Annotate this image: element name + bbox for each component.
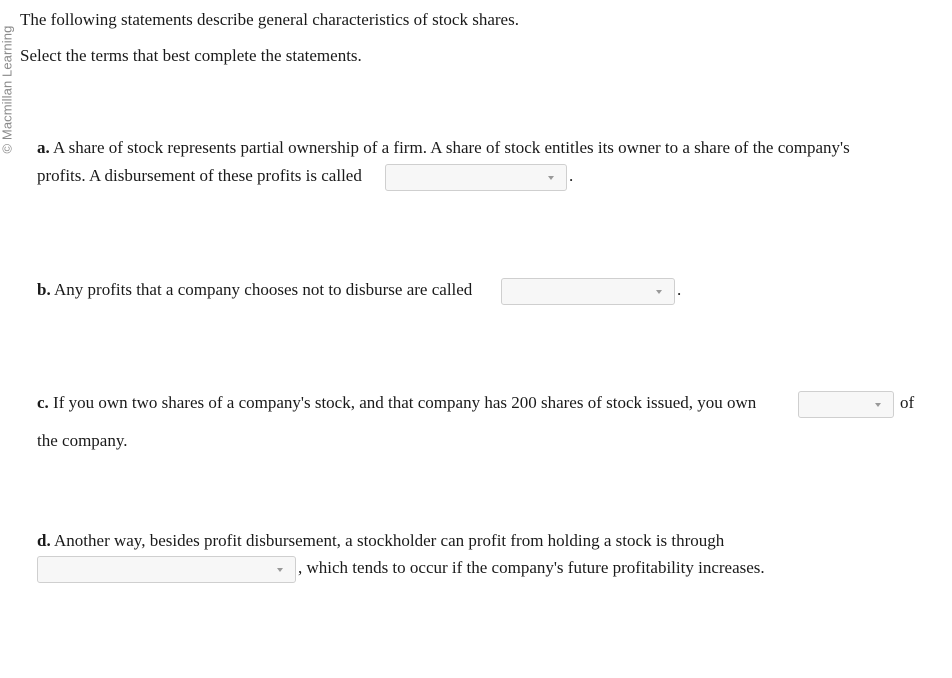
question-c-of: of xyxy=(900,393,915,412)
question-c-letter: c. xyxy=(37,393,49,412)
question-c-dropdown[interactable] xyxy=(798,391,894,418)
chevron-down-icon xyxy=(277,568,283,572)
question-b-period: . xyxy=(677,280,682,299)
intro-line-2: Select the terms that best complete the statements. xyxy=(20,46,362,65)
question-b-text: Any profits that a company chooses not to disburse are called xyxy=(50,280,473,299)
intro-line-1: The following statements describe general characteristics of stock shares. xyxy=(20,10,519,29)
chevron-down-icon xyxy=(875,403,881,407)
question-a-line-2: profits. A disbursement of these profits is called xyxy=(37,166,362,185)
question-d-dropdown[interactable] xyxy=(37,556,296,583)
question-b-dropdown[interactable] xyxy=(501,278,675,305)
question-c-line-1 xyxy=(37,393,756,413)
question-d-line-1 xyxy=(37,531,724,551)
question-d-after-text: , which tends to occur if the company's future profitability increases. xyxy=(298,558,765,577)
question-b-letter: b. xyxy=(37,280,51,299)
question-c-line-2: the company. xyxy=(37,431,128,450)
chevron-down-icon xyxy=(656,290,662,294)
chevron-down-icon xyxy=(548,176,554,180)
question-a-text: A share of stock represents partial ownership of a firm. A share of stock entitles its owner to a share of the company's xyxy=(49,138,850,157)
question-a-letter: a. xyxy=(37,138,50,157)
question-d-letter: d. xyxy=(37,531,51,550)
question-a-line-1 xyxy=(37,138,850,158)
question-a-dropdown[interactable] xyxy=(385,164,567,191)
watermark-text: © Macmillan Learning xyxy=(0,25,15,154)
question-c-text: If you own two shares of a company's stock, and that company has 200 shares of stock issued, you own xyxy=(48,393,757,412)
question-d-text: Another way, besides profit disbursement, a stockholder can profit from holding a stock is through xyxy=(50,531,725,550)
copyright-watermark xyxy=(0,0,14,160)
question-b-line xyxy=(37,280,472,300)
question-a-period: . xyxy=(569,166,574,185)
